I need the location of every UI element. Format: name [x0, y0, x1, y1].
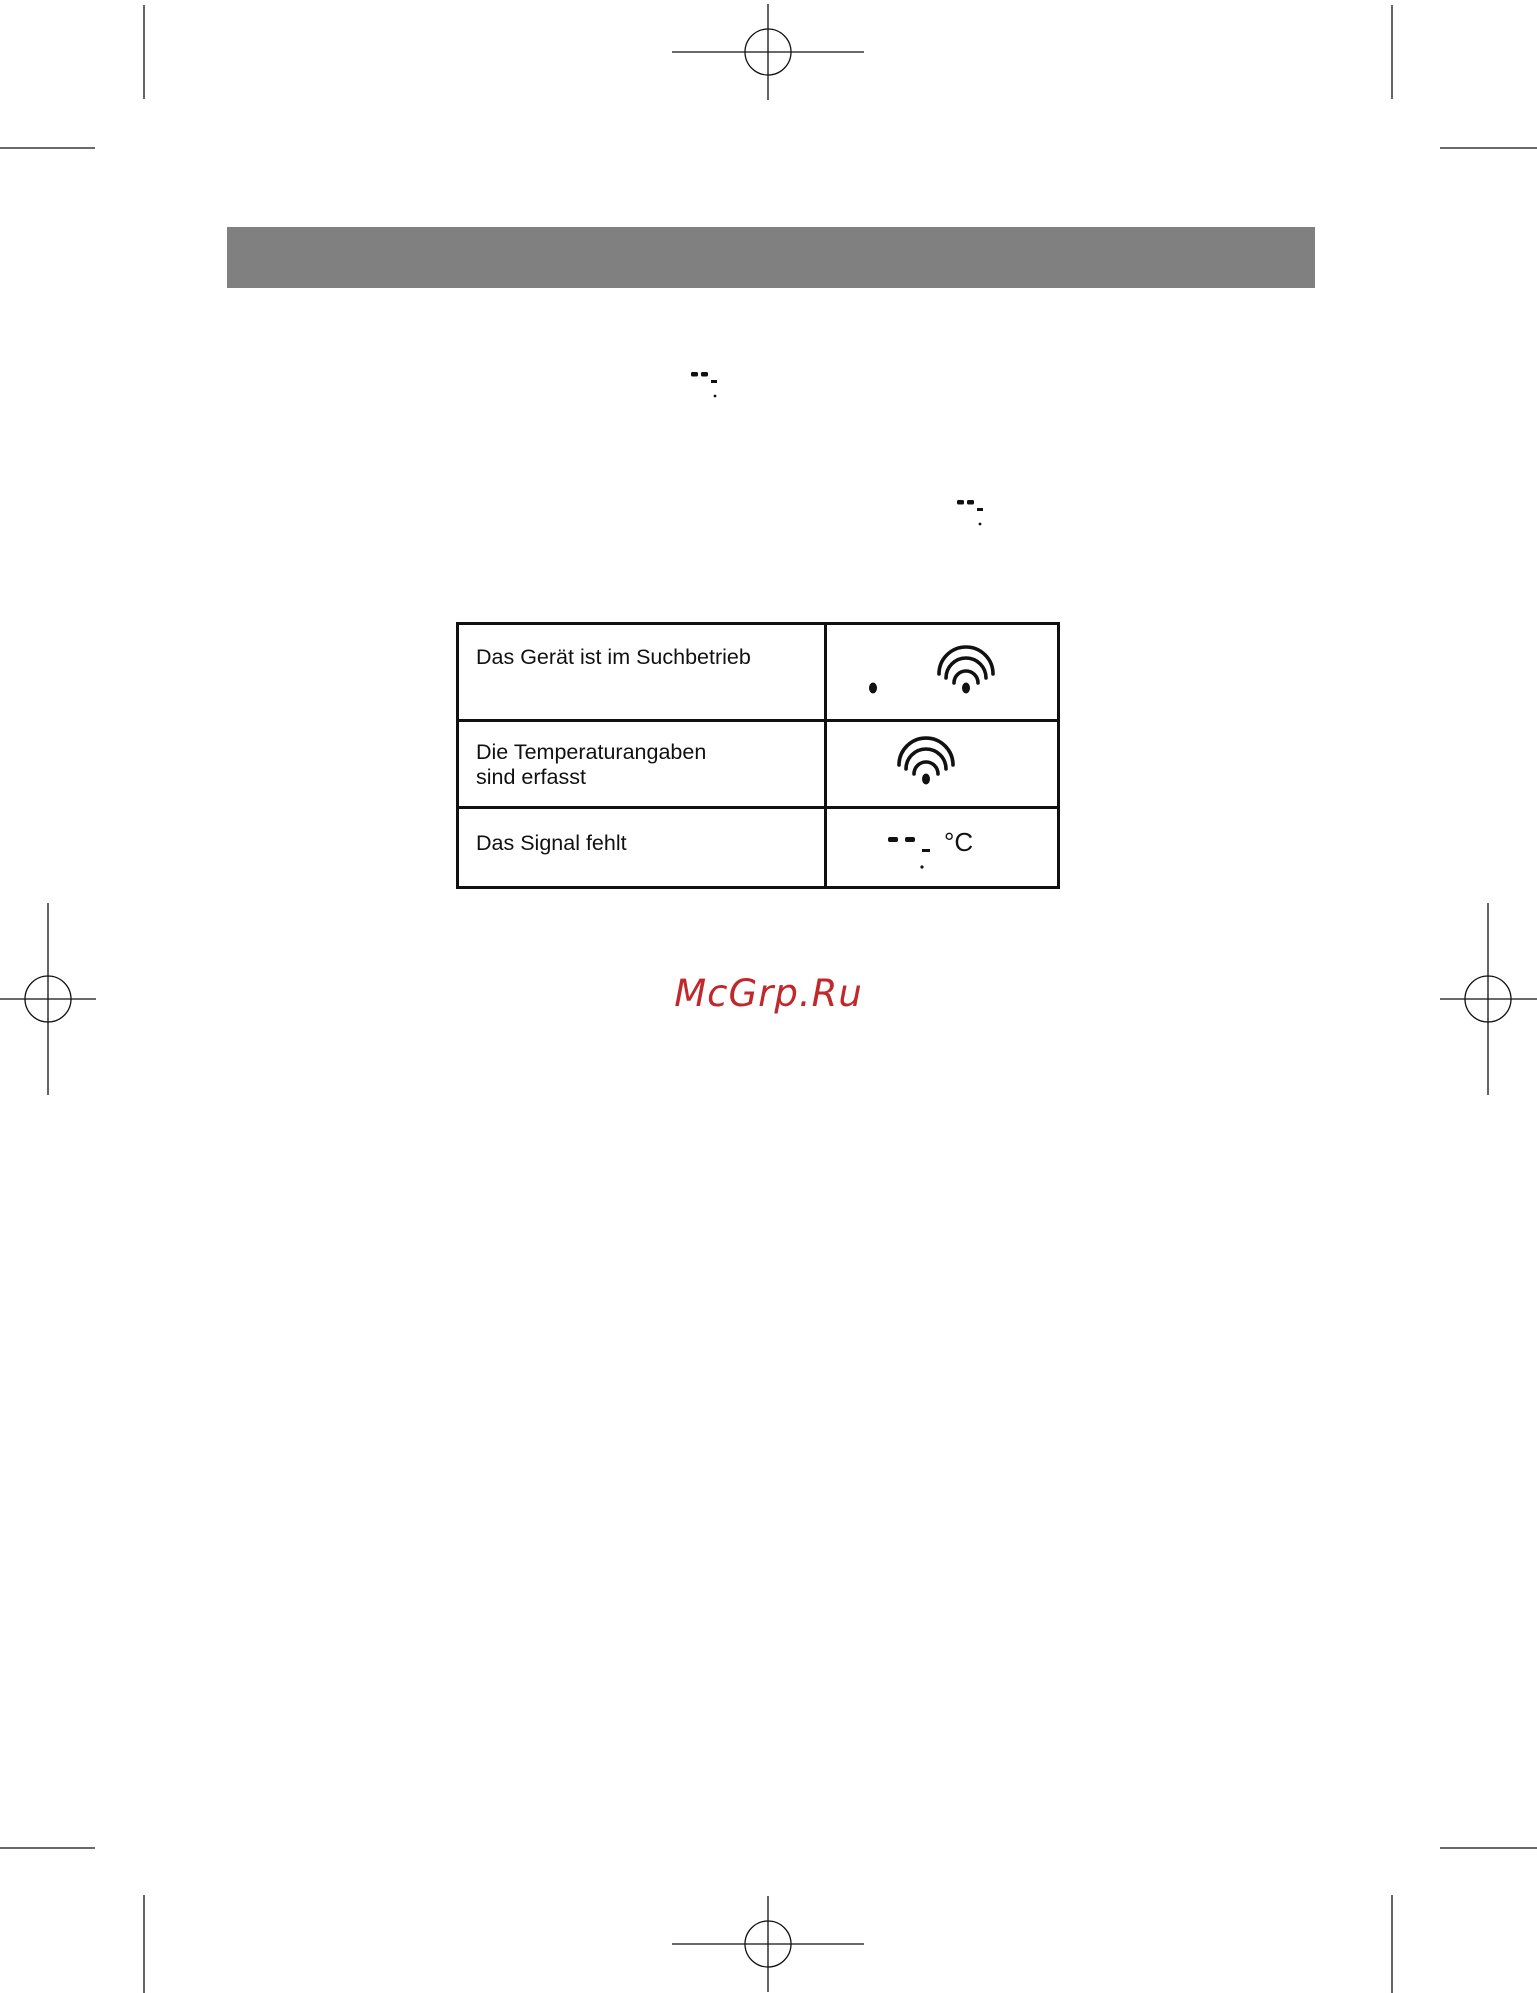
section-header-bar [227, 227, 1315, 288]
no-signal-dashes-icon [954, 496, 994, 528]
status-description-cell [458, 721, 826, 808]
signal-status-table [456, 622, 1060, 889]
status-icon-cell [826, 624, 1059, 721]
status-description-cell [458, 624, 826, 721]
signal-received-icon [827, 722, 1057, 806]
table-row [458, 721, 1059, 808]
status-icon-cell [826, 721, 1059, 808]
status-description-cell [458, 808, 826, 888]
status-description: Das Signal fehlt [476, 831, 627, 855]
table-row [458, 808, 1059, 888]
status-description: Die Temperaturangaben sind erfasst [476, 740, 707, 789]
no-signal-dashes-icon [688, 368, 728, 400]
status-description: Das Gerät ist im Suchbetrieb [476, 645, 751, 669]
watermark-logo: McGrp.Ru [674, 972, 863, 1015]
table-row [458, 624, 1059, 721]
no-signal-icon [827, 809, 1057, 886]
status-icon-cell [826, 808, 1059, 888]
signal-searching-icon [827, 625, 1057, 719]
celsius-unit-label: °C [944, 827, 974, 857]
